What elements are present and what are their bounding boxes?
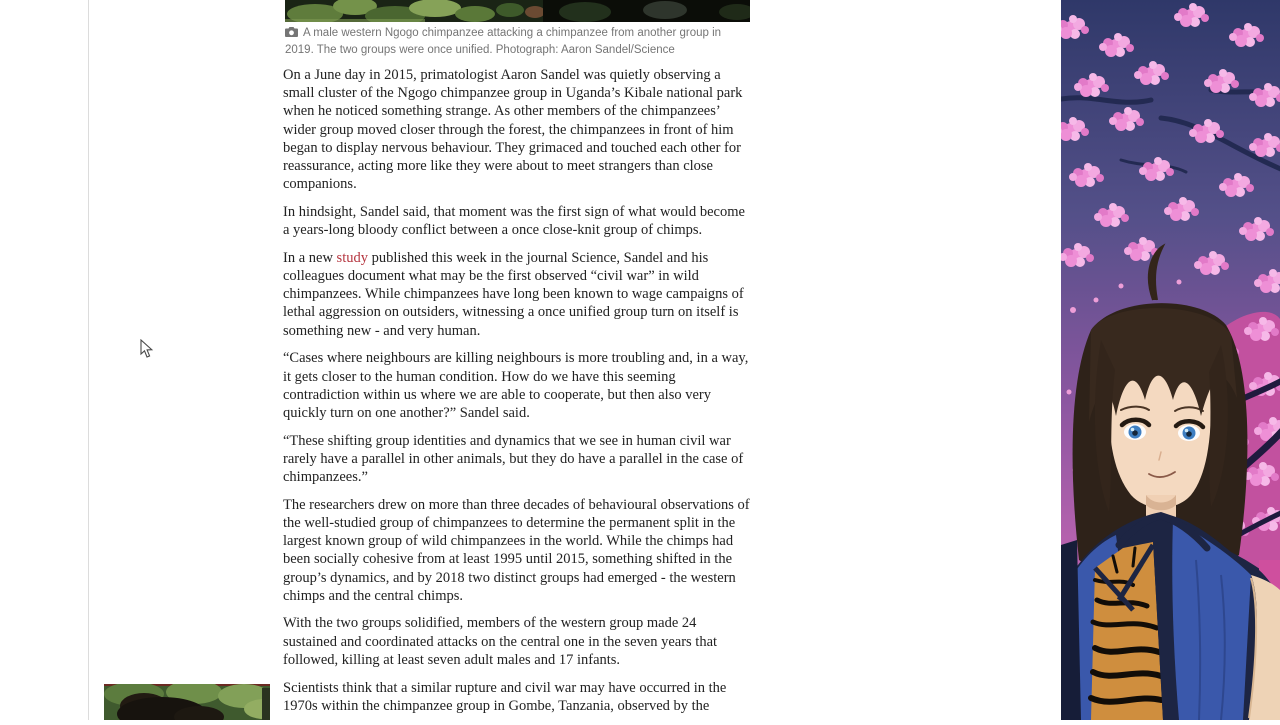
article-paragraph: The researchers drew on more than three decades of behavioural observations of the well-studied group of chimpanzees to determine the permanent split in the largest known group of wild chimpanzees in the world. While the chimps had been socially cohesive from at least 1995 until 2015, something shifted in the group’s dynamics, and by 2018 two distinct groups had emerged - the western chimps and the central chimps. bbox=[283, 496, 750, 604]
inline-chimp-photo bbox=[104, 684, 270, 720]
vtuber-avatar bbox=[1061, 0, 1280, 720]
article-body bbox=[283, 66, 753, 725]
mouse-cursor bbox=[140, 339, 154, 359]
article-paragraph bbox=[283, 249, 753, 340]
camera-icon bbox=[285, 27, 298, 43]
article-paragraph: “Cases where neighbours are killing neighbours is more troubling and, in a way, it gets closer to the human condition. How do we have this seeming contradiction within us where we are able to cooperate, but then also very quickly turn on one another?” Sandel said. bbox=[283, 350, 749, 421]
paragraph-text: published this week in the journal Science, Sandel and his colleagues document what may be the first observed “civil war” in wild chimpanzees. While chimpanzees have long been known to wage campaigns of lethal aggression on outsiders, witnessing a once unified group turn on itself is something new - and very human. bbox=[283, 249, 744, 339]
study-link[interactable]: study bbox=[336, 249, 368, 266]
image-caption bbox=[285, 26, 737, 58]
article-paragraph: With the two groups solidified, members of the western group made 24 sustained and coordinated attacks on the central one in the seven years that followed, killing at least seven adult males and 17 infants. bbox=[283, 615, 718, 668]
caption-text: A male western Ngogo chimpanzee attacking a chimpanzee from another group in 2019. The two groups were once unified. Photograph: Aaron Sandel/Science bbox=[285, 27, 722, 56]
left-column-divider bbox=[88, 0, 89, 720]
article-hero-image bbox=[285, 0, 750, 22]
article-paragraph: “These shifting group identities and dynamics that we see in human civil war rarely have a parallel in other animals, but they do have a parallel in the case of chimpanzees.” bbox=[283, 432, 744, 486]
tiger-print-shirt bbox=[1091, 542, 1163, 720]
chimp-thumbnail-graphic bbox=[104, 684, 270, 720]
article-paragraph: In hindsight, Sandel said, that moment was the first sign of what would become a years-long bloody conflict between a once close-knit group of chimps. bbox=[283, 203, 745, 239]
paragraph-text: In a new bbox=[283, 249, 337, 266]
vtuber-overlay bbox=[1061, 0, 1280, 720]
article-paragraph: Scientists think that a similar rupture and civil war may have occurred in the 1970s within the chimpanzee group in Gombe, Tanzania, observed by the bbox=[283, 679, 727, 714]
hero-photo-foliage bbox=[285, 0, 750, 22]
article-paragraph: On a June day in 2015, primatologist Aaron Sandel was quietly observing a small cluster of the Ngogo chimpanzee group in Uganda’s Kibale national park when he noticed something strange. As other members of the chimpanzees’ wider group moved closer through the forest, the chimpanzees in front of him began to display nervous behaviour. They grimaced and touched each other for reassurance, acting more like they were about to meet strangers than close companions. bbox=[283, 67, 743, 193]
